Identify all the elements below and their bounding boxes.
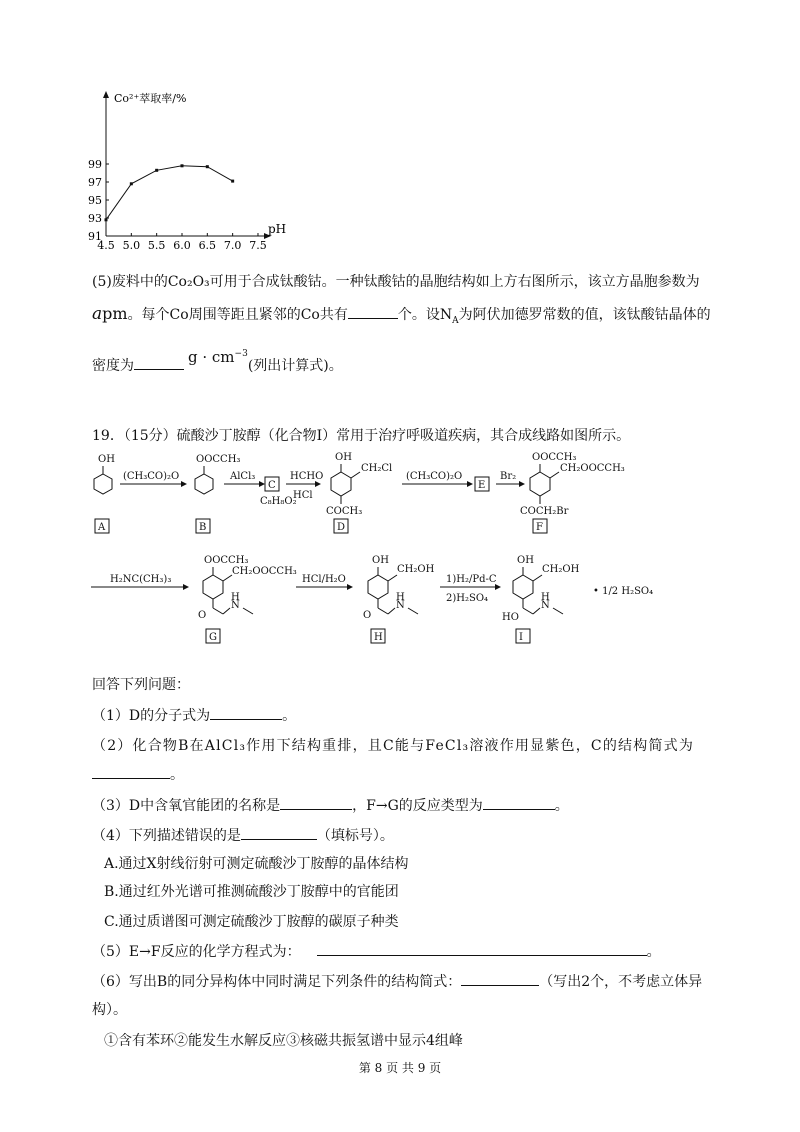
q5-line3 (92, 348, 343, 376)
label-A: A (98, 522, 106, 533)
reagent-8a: 1)H₂/Pd-C (446, 574, 497, 585)
q5-text-c: 为阿伏加德罗常数的值，该钛酸钴晶体的 (458, 307, 711, 323)
data-point (180, 164, 183, 167)
data-point (206, 165, 209, 168)
G-ch2oac: CH₂OOCCH₃ (232, 566, 297, 577)
x-tick-label: 5.5 (147, 239, 166, 252)
q19-title: 19．（15分）硫酸沙丁胺醇（化合物Ⅰ）常用于治疗呼吸道疾病，其合成线路如图所示。 (92, 428, 631, 444)
x-tick-label: 6.0 (173, 239, 191, 252)
q5-line1: (5)废料中的Co₂O₃可用于合成钛酸钴。一种钛酸钴的晶胞结构如上方右图所示，该立方晶胞参数为 (92, 274, 700, 290)
y-axis-arrow (103, 91, 109, 98)
data-point (155, 169, 158, 172)
part-3-group-blank[interactable] (280, 795, 352, 810)
D-oh: OH (335, 452, 352, 463)
reagent-8b: 2)H₂SO₄ (446, 593, 489, 604)
ring-B (195, 474, 213, 494)
y-tick-label: 91 (88, 230, 102, 243)
data-point (105, 218, 108, 221)
part-2-answer-blank[interactable] (92, 764, 170, 779)
D-coch3: COCH₃ (326, 506, 363, 517)
part-4-answer-blank[interactable] (241, 825, 317, 840)
x-tick-label: 6.5 (198, 239, 217, 252)
x-axis-label: pH (268, 222, 287, 236)
ring-F (530, 472, 550, 496)
G-n: N (231, 600, 240, 611)
option-b: B.通过红外光谱可推测硫酸沙丁胺醇中的官能团 (104, 884, 399, 900)
I-ch2oh: CH₂OH (542, 564, 580, 575)
reagent-4: (CH₃CO)₂O (406, 471, 463, 482)
extraction-rate-chart (90, 88, 290, 258)
conditions: ①含有苯环②能发生水解反应③核磁共振氢谱中显示4组峰 (104, 1033, 463, 1049)
reagent-7: HCl/H₂O (302, 574, 346, 585)
I-oh: OH (517, 555, 534, 566)
ring-D (331, 472, 351, 496)
ring-H (368, 575, 388, 599)
part-3: （3）D中含氧官能团的名称是 ，F→G的反应类型为 。 (92, 795, 569, 816)
part-2-line2: 。 (92, 764, 184, 785)
y-tick-label: 95 (88, 194, 102, 207)
density-answer-blank[interactable] (134, 355, 184, 370)
I-n: N (541, 600, 550, 611)
H-h: H (396, 592, 405, 603)
part-1-answer-blank[interactable] (210, 705, 282, 720)
C-formula: C₈H₈O₂ (260, 496, 297, 507)
label-D: D (337, 522, 346, 533)
part-4: （4）下列描述错误的是 （填标号）。 (92, 825, 394, 846)
label-G: G (209, 632, 217, 643)
x-tick-label: 7.0 (223, 239, 242, 252)
H-n: N (396, 600, 405, 611)
I-ho: HO (502, 612, 519, 623)
q5-text-a: 。每个Co周围等距且紧邻的Co共有 (127, 307, 348, 323)
pm-unit: pm (102, 304, 128, 323)
part-5: （5）E→F反应的化学方程式为： 。 (92, 941, 661, 962)
D-ch2cl: CH₂Cl (361, 463, 393, 474)
B-oac: OOCCH₃ (196, 454, 241, 465)
H-oh: OH (372, 555, 389, 566)
q5-line2 (92, 304, 711, 331)
q5-text-b: 个。设N (397, 307, 453, 323)
reagent-6: H₂NC(CH₃)₃ (110, 574, 172, 585)
option-c: C.通过质谱图可测定硫酸沙丁胺醇的碳原子种类 (104, 914, 399, 930)
part-3-reaction-type-blank[interactable] (483, 795, 555, 810)
label-B: B (199, 522, 207, 533)
F-oac: OOCCH₃ (532, 452, 577, 463)
y-axis-label: Co²⁺萃取率/% (114, 92, 187, 105)
part-6-answer-blank[interactable] (461, 971, 539, 986)
part-2: （2）化合物B在AlCl₃作用下结构重排，且C能与FeCl₃溶液作用显紫色，C的结构简式为 (92, 738, 695, 754)
data-point (231, 180, 234, 183)
part-1: （1）D的分子式为 。 (92, 705, 296, 726)
G-h: H (231, 592, 240, 603)
cell-parameter-symbol: a (92, 304, 103, 324)
x-tick-label: 5.0 (122, 239, 141, 252)
label-F: F (536, 522, 543, 533)
ring-I (513, 575, 533, 599)
option-a: A.通过X射线衍射可测定硫酸沙丁胺醇的晶体结构 (104, 856, 409, 872)
part-6-line2: 构）。 (92, 1002, 127, 1018)
y-tick-label: 97 (88, 176, 102, 189)
reagent-3a: HCHO (290, 471, 324, 482)
synthesis-route-scheme (88, 448, 728, 663)
label-E: E (478, 480, 486, 491)
density-label: 密度为 (92, 358, 134, 374)
series-line (106, 166, 233, 220)
label-H: H (374, 632, 383, 643)
F-coch2br: COCH₂Br (520, 506, 569, 517)
density-unit: $g \cdot cm^{-3}$ (188, 348, 248, 366)
label-I: I (519, 632, 523, 643)
reagent-5: Br₂ (500, 471, 517, 482)
data-point (130, 182, 133, 185)
co-count-answer-blank[interactable] (348, 304, 398, 319)
reagent-1: (CH₃CO)₂O (123, 471, 180, 482)
F-ch2oac: CH₂OOCCH₃ (560, 463, 625, 474)
label-C: C (268, 480, 276, 491)
ring-G (203, 575, 223, 599)
I-h: H (541, 592, 550, 603)
answer-intro: 回答下列问题： (92, 677, 190, 693)
na-subscript: A (452, 315, 459, 326)
part-5-equation-blank[interactable] (317, 941, 647, 956)
y-tick-label: 99 (88, 158, 102, 171)
y-tick-label: 93 (88, 212, 102, 225)
A-oh: OH (98, 454, 115, 465)
G-oac: OOCCH₃ (204, 555, 249, 566)
density-note: (列出计算式)。 (247, 358, 343, 374)
part-6: （6）写出B的同分异构体中同时满足下列条件的结构简式： （写出2个，不考虑立体异 (92, 971, 702, 992)
H-o: O (363, 610, 372, 621)
reagent-2: AlCl₃ (230, 471, 256, 482)
x-tick-label: 7.5 (249, 239, 267, 252)
ring-A (94, 474, 112, 494)
G-o: O (198, 610, 207, 621)
page-footer: 第 8 页 共 9 页 (358, 1061, 442, 1075)
sulfate-salt: • 1/2 H₂SO₄ (593, 586, 654, 597)
H-ch2oh: CH₂OH (397, 564, 435, 575)
x-tick-label: 4.5 (97, 239, 115, 252)
reagent-3b: HCl (293, 490, 313, 501)
